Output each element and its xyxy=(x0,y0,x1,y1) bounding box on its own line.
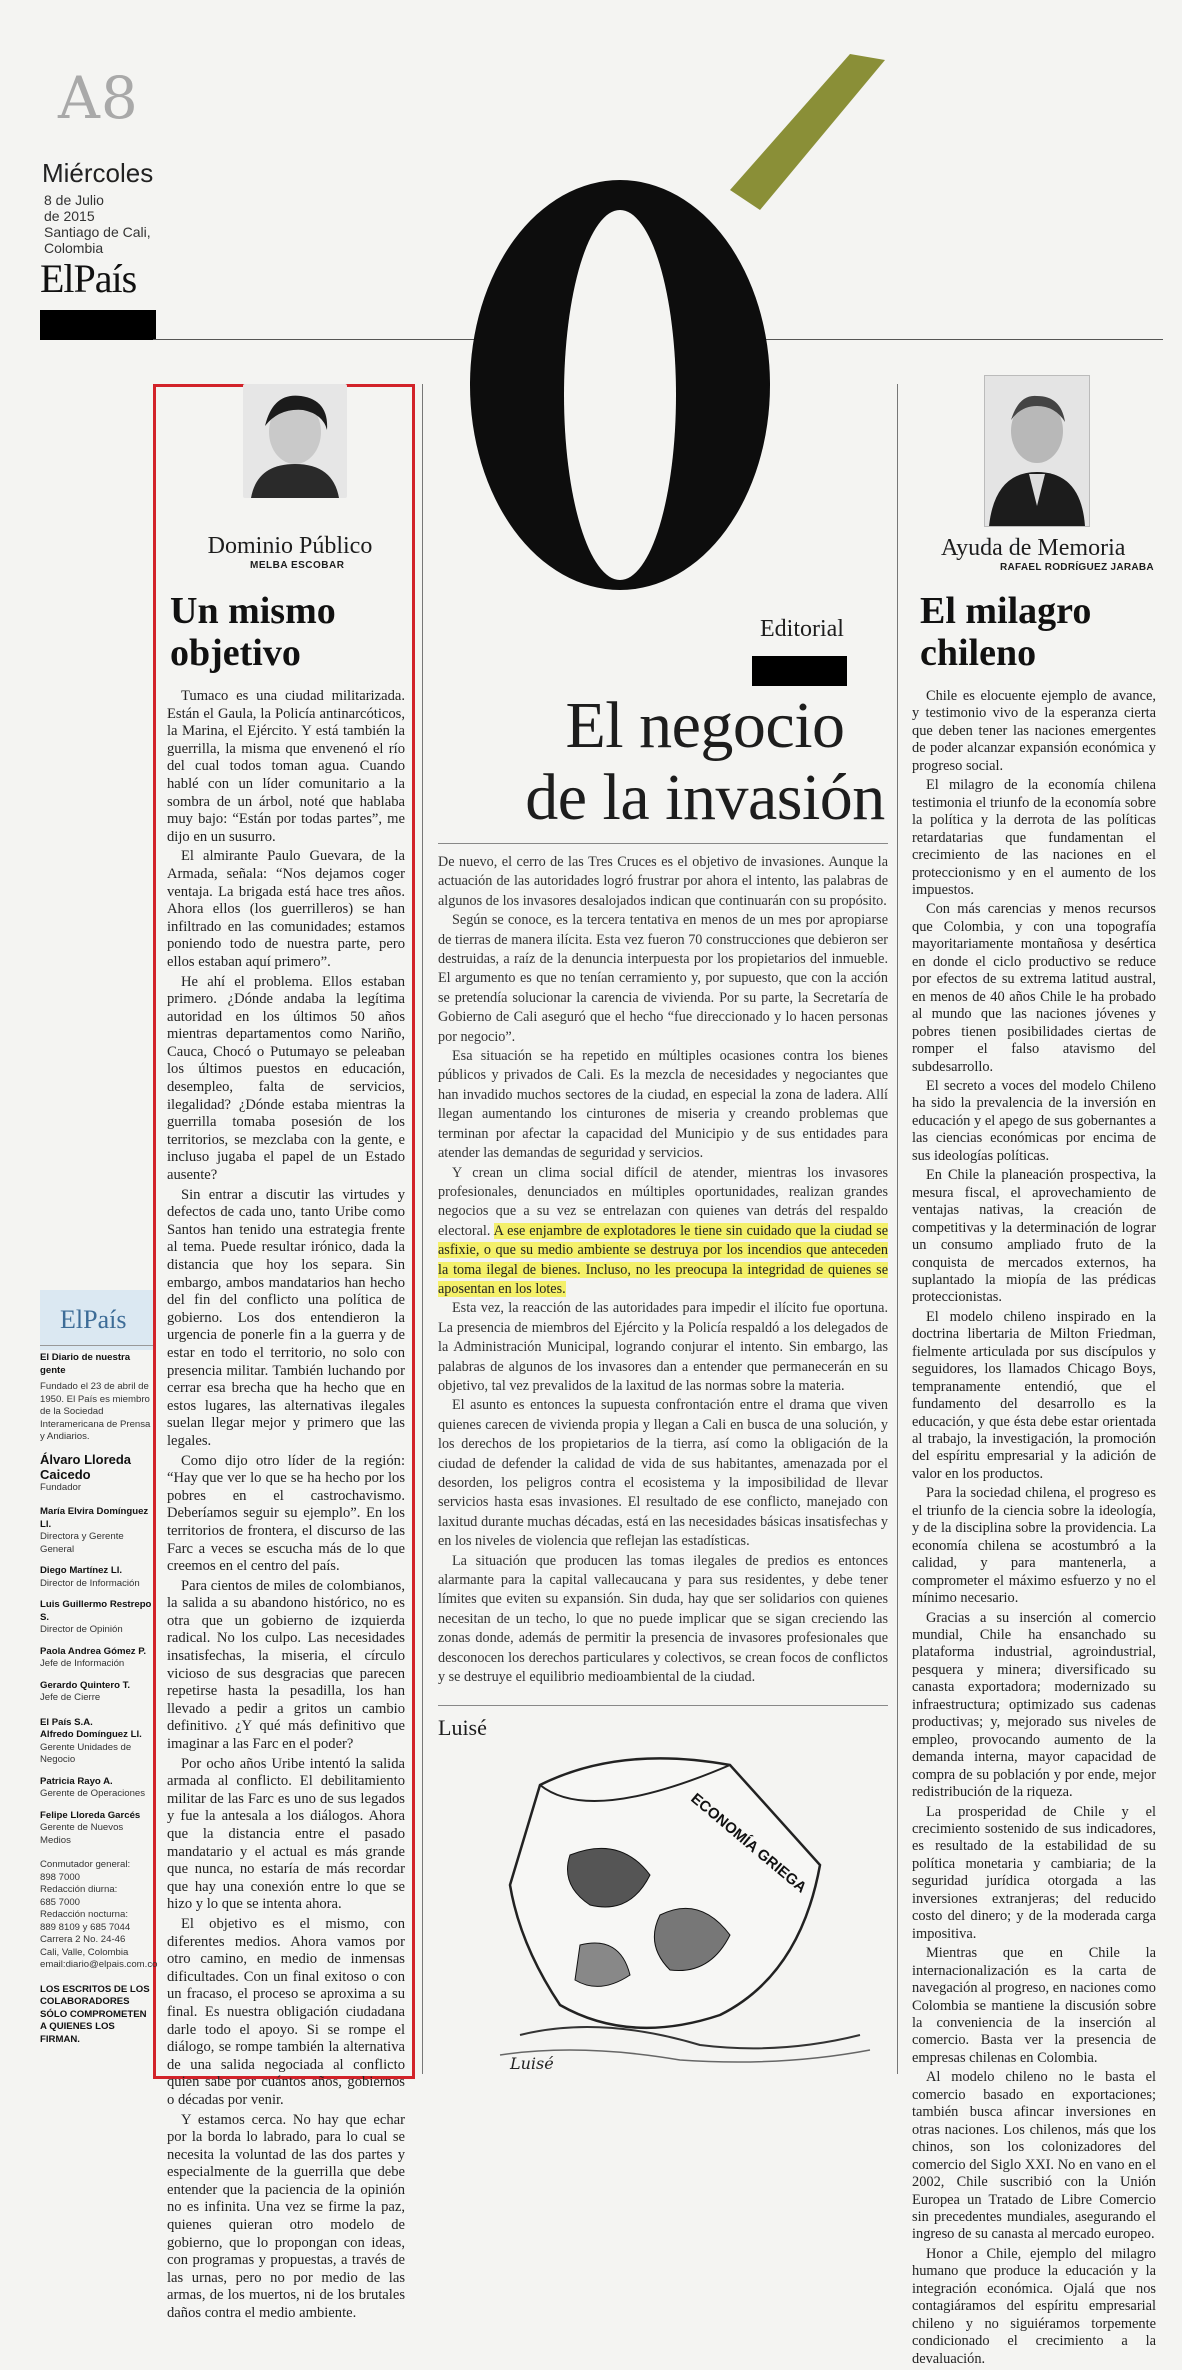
cartoon-rule xyxy=(438,1705,888,1706)
cartoon-drawing xyxy=(480,1745,880,2075)
staff-name: Gerardo Quintero T. xyxy=(40,1679,131,1691)
staff-name: María Elvira Domínguez Ll. xyxy=(40,1506,149,1530)
editorial-label: Editorial xyxy=(760,616,844,642)
contact-line: 685 7000 xyxy=(40,1896,81,1908)
column-paragraph: Tumaco es una ciudad militarizada. Están el Gaula, la Policía antinarcóticos, la Marina, el Ejército. Y está también la guerrilla, la misma que envenenó el río del cual todos toman agua. Cuando hablé con un líder comunitario a la sombra de un árbol, noté que hablaba muy bajo: “Están por todas partes”, me dijo en un susurro. xyxy=(167,688,405,845)
contact-line: Cali, Valle, Colombia xyxy=(40,1946,129,1958)
staff-name: Felipe Lloreda Garcés xyxy=(40,1809,141,1821)
editorial-paragraph: La situación que producen las tomas ilegales de predios es entonces alarmante para la capital vallecaucana y para sus residentes, y debe tener límites que eviten su expansión. Sin duda, hay que ser solidarios con quienes necesitan de un techo, lo que no puede implicar que se sigan creciendo las zonas donde, además de permitir la presencia de invasores profesionales que desconocen los derechos particulares y colectivos, se crean focos de conflictos y se destruye el equilibrio medioambiental de la ciudad. xyxy=(438,1552,888,1686)
staff-role: Gerente de Nuevos Medios xyxy=(40,1822,124,1846)
contact-email: email:diario@elpais.com.co xyxy=(40,1959,158,1970)
column-paragraph: El objetivo es el mismo, con diferentes medios. Ahora vamos por otro camino, en medio de inmensas dificultades. Con un final exitoso o con un fracaso, el proceso se aproxima a su final. Es nuestra obligación ciudadana darle todo el apoyo. Si se rompe el diálogo, se rompe también la alternativa de una salida negociada al conflicto quien sabe por cuántos años, gobiernos o décadas por venir. xyxy=(167,1915,405,2108)
contact-line: Conmutador general: xyxy=(40,1859,131,1870)
staff-role: Jefe de Cierre xyxy=(40,1692,101,1703)
accent-mark xyxy=(730,54,885,210)
editorial-highlight: A ese enjambre de explotadores le tiene sin cuidado que la ciudad se asfixie, o que su medio ambiente se destruya por los incendios que anteceden la toma ilegal de bienes. Incluso, no les preocupa la integridad de quienes se aposentan en los lotes. xyxy=(438,1222,888,1297)
editorial-paragraph: El asunto es entonces la supuesta confrontación entre el drama que viven quienes carecen de vivienda propia y llegan a Cali en busca de una solución, y los derechos de los propietarios de la tierra, así como la obligación de la ciudad de defender la calidad de vida de sus habitantes, amenazada por el desorden, los peligros contra el ecosistema y la imposibilidad de llevar servicios hasta esas invasiones. El resultado de ese conflicto, manejado con laxitud durante muchas décadas, está en las necesidades básicas insatisfechas y en los niveles de violencia que reflejan las estadísticas. xyxy=(438,1397,888,1550)
masthead xyxy=(40,1352,158,2046)
masthead-brand: ElPaís xyxy=(60,1305,127,1334)
staff-role: Director de Opinión xyxy=(40,1624,123,1635)
staff-name: Diego Martínez Ll. xyxy=(40,1565,123,1576)
masthead-tagline: El Diario de nuestra gente xyxy=(40,1352,131,1376)
column-label: Dominio Público xyxy=(207,533,373,559)
editorial-paragraph: Esa situación se ha repetido en múltiples ocasiones contra los bienes públicos y privados de Cali. Es la mezcla de necesidades y negociantes que han invadido muchos sectores de la ciudad, en especial la zona de ladera. Allí llegan aumentando los cinturones de miseria y creando problemas que terminan por afectar la capacidad del Municipio y de sus entidades para atender las demandas de seguridad y servicios. xyxy=(438,1048,888,1162)
editorial-paragraph: De nuevo, el cerro de las Tres Cruces es el objetivo de invasiones. Aunque la actuación de las autoridades logró frustrar por ahora el intento, las palabras de algunos de los invasores desalojados indican que continuarán con su propósito. xyxy=(438,854,888,909)
right-column-paragraph: Con más carencias y menos recursos que Colombia, y con una topografía mayoritariamente montañosa y desértica en donde el ciclo productivo se reduce por efectos de su extrema latitud austral, en menos de 40 años Chile le ha probado al mundo que las naciones jóvenes y pobres tienen posibilidades ciertas de romper el falso atavismo del subdesarrollo. xyxy=(912,901,1156,1075)
editorial-paragraph xyxy=(438,1164,888,1300)
right-column-paragraph: El milagro de la economía chilena testimonia el triunfo de la economía sobre la política y la derrota de las políticas retardatarias que fundamentan el crecimiento de las naciones en el proteccionismo y en el aumento de los impuestos. xyxy=(912,777,1156,898)
right-column-author: RAFAEL RODRÍGUEZ JARABA xyxy=(1000,562,1154,573)
column-paragraph: He ahí el problema. Ellos estaban primero. ¿Dónde andaba la legítima autoridad en los últimos 50 años mientras departamentos como Nariño, Cauca, Chocó o Putumayo se peleaban los últimos puestos en educación, desempleo, falta de servicios, ilegalidad? ¿Dónde estaba mientras la guerrilla tomaba posesión de los territorios, se mezclaba con la gente, e incluso jugaba el papel de un Estado ausente? xyxy=(167,973,405,1184)
right-column-paragraph: Honor a Chile, ejemplo del milagro humano que produce la educación y la integración económica. Ojalá que nos contagiáramos del espíritu empresarial chileno y no siguiéramos torpemente condicionado el crecimiento a la devaluación. xyxy=(912,2245,1156,2367)
editorial-title-line: El negocio xyxy=(565,689,845,762)
editorial-black-bar xyxy=(752,656,847,686)
section-letter-o xyxy=(430,40,900,600)
staff-role: Gerente Unidades de Negocio xyxy=(40,1741,132,1765)
column-paragraph: Y estamos cerca. No hay que echar por la borda lo labrado, para lo cual se necesita la voluntad de las dos partes y especialmente de la guerrilla que debe entender que la paciencia de la opinión no es infinita. Una vez se firme la paz, quienes quieran otro modelo de gobierno, que lo propongan con ideas, con programas y propuestas, a través de las urnas, pero no por medio de las armas, de los muertos, ni de los brutales daños contra el medio ambiente. xyxy=(167,2111,405,2322)
staff-name: Paola Andrea Gómez P. xyxy=(40,1645,147,1657)
staff-role: Gerente de Operaciones xyxy=(40,1788,146,1799)
issue-day: Miércoles xyxy=(42,158,154,188)
masthead-founded: Fundado el 23 de abril de 1950. El País es miembro de la Sociedad Interamericana de Prensa y Andiarios. xyxy=(40,1381,151,1442)
right-column-paragraph: Gracias a su inserción al comercio mundial, Chile ha ensanchado su plataforma industrial, agroindustrial, pesquera y minera; diversificado su canasta exportadora; modernizado su infraestructura; optimizado sus cadenas productivas; y, mejorado sus niveles de empleo, provocando aumento de la demanda interna, mayor capacidad de compra de su población y por ende, mejor redistribución de la riqueza. xyxy=(912,1609,1156,1801)
issue-date-line: de 2015 xyxy=(44,208,95,224)
brand-black-bar xyxy=(40,310,156,340)
editorial-title-line: de la invasión xyxy=(525,761,885,834)
right-column-paragraph: Chile es elocuente ejemplo de avance, y testimonio vivo de la esperanza cierta que deben tener las naciones emergentes de poder alcanzar expansión económica y progreso social. xyxy=(912,688,1156,774)
editorial-body xyxy=(438,853,888,1687)
company-name: El País S.A. xyxy=(40,1716,93,1728)
letter-o-inner xyxy=(564,210,676,580)
column-paragraph: Como dijo otro líder de la región: “Hay que ver lo que se ha hecho por los pobres en el castrochavismo. Deberíamos seguir su ejemplo”. En los territorios de frontera, el discurso de las Farc a veces se escucha más de lo que creemos en el centro del país. xyxy=(167,1452,405,1575)
founder-name: Álvaro Lloreda Caicedo xyxy=(40,1451,132,1482)
newspaper-brand: ElPaís xyxy=(40,256,137,301)
cartoon-label: Luisé xyxy=(438,1715,487,1740)
columnist-photo xyxy=(243,384,347,498)
contact-line: 889 8109 y 685 7044 xyxy=(40,1921,131,1933)
right-headline-line: chileno xyxy=(920,632,1037,674)
editorial-title xyxy=(525,690,885,834)
masthead-rule xyxy=(40,1345,153,1346)
column-body xyxy=(167,688,405,2325)
contact-line: Redacción diurna: xyxy=(40,1884,118,1895)
cartoon-bag xyxy=(510,1758,820,2028)
cartoon-signature: Luisé xyxy=(510,2054,554,2073)
column-paragraph: Por ocho años Uribe intentó la salida armada al conflicto. El debilitamiento militar de las Farc es uno de sus legados y fue la antesala a los diálogos. Ahora que la distancia entre el pasado mandatario y el actual es más grande que nunca, no estaría de más recordar que hay una conexión entre lo que se hizo y lo que se intenta ahora. xyxy=(167,1755,405,1913)
right-column-headline xyxy=(920,590,1091,674)
staff-role: Director de Información xyxy=(40,1577,140,1589)
cartoon-bag-text: ECONOMÍA GRIEGA xyxy=(687,1790,810,1897)
staff-name: Luis Guillermo Restrepo S. xyxy=(40,1599,152,1623)
founder-role: Fundador xyxy=(40,1481,82,1493)
column-author: MELBA ESCOBAR xyxy=(250,560,345,571)
column-headline-line: Un mismo xyxy=(170,590,336,632)
staff-name: Alfredo Domínguez Ll. xyxy=(40,1729,142,1740)
right-column-paragraph: Al modelo chileno no le basta el comercio basado en exportaciones; también busca afincar inversiones en otras naciones. Los chilenos, más que los chinos, son los colonizadores del comercio del Siglo XXI. No en vano en el 2002, Chile suscribió con la Unión Europea un Tratado de Libre Comercio sin precedentes mundiales, asegurando el ingreso de su canasta al mercado europeo. xyxy=(912,2069,1156,2243)
staff-name: Patricia Rayo A. xyxy=(40,1775,113,1787)
editorial-paragraph: Según se conoce, es la tercera tentativa en menos de un mes por apropiarse de tierras de manera ilícita. Esta vez fueron 70 construcciones que debieron ser destruidas, a raíz de la denuncia interpuesta por los propietarios del inmueble. El argumento es que no tenían cerramiento y, por supuesto, que con la acción se pretendía solucionar la carencia de vivienda. Por su parte, la Secretaría de Gobierno de Cali aseguró que el hecho “fue direccionado y lo hacen personas por negocio”. xyxy=(438,912,888,1045)
staff-role: Jefe de Información xyxy=(40,1658,125,1669)
right-column-body xyxy=(912,688,1156,2370)
right-column-paragraph: El modelo chileno inspirado en la doctrina libertaria de Milton Friedman, fielmente articulada por sus discípulos y seguidores, los llamados Chicago Boys, tempranamente entendió, que el fundamento del desarrollo es la educación, y que ésta debe estar orientada al trabajo, la investigación, la promoción del espíritu empresarial y la adición de valor en los productos. xyxy=(912,1308,1156,1482)
issue-city-line: Santiago de Cali, xyxy=(44,224,151,240)
right-column-label: Ayuda de Memoria xyxy=(941,535,1126,561)
contact-line: 898 7000 xyxy=(40,1871,81,1883)
column-paragraph: Sin entrar a discutir las virtudes y defectos de cada uno, tanto Uribe como Santos han tenido una estrategia frente al tema. Puede resultar irónico, dada la distancia que hoy los separa. Sin embargo, ambos mandatarios han hecho del fin del conflicto una política de gobierno. Los dos entendieron la urgencia de ponerle fin a la guerra y de estar en todo el territorio, no solo con presencia militar. También luchando por cerrar esa brecha que ha hecho que en estos lugares, las alternativas ilegales suelan llegar mejor y primero que las legales. xyxy=(167,1186,405,1449)
right-column-paragraph: La prosperidad de Chile y el crecimiento sostenido de sus indicadores, es resultado de la estabilidad de su política monetaria y cambiaria; de la seguridad jurídica otorgada a las inversiones extranjeras; del reducido costo del dinero; y de la moderada carga impositiva. xyxy=(912,1803,1156,1942)
column-separator xyxy=(897,384,898,2074)
right-headline-line: El milagro xyxy=(920,590,1092,632)
editorial-rule xyxy=(438,843,888,844)
column-paragraph: El almirante Paulo Guevara, de la Armada, señala: “Nos dejamos coger ventaja. La brigada está hace tres años. Ahora ellos (los guerrilleros) se han infiltrado en las comunidades; estamos poniendo todo de nuestra parte, pero ellos estaban aquí primero”. xyxy=(167,848,405,970)
page-number: A8 xyxy=(58,64,139,132)
issue-country-line: Colombia xyxy=(44,240,104,256)
contact-line: Carrera 2 No. 24-46 xyxy=(40,1934,126,1945)
editorial-paragraph: Esta vez, la reacción de las autoridades para impedir el ilícito fue oportuna. La presencia de miembros del Ejército y la Policía respaldó a los delegados de la Administración Municipal, logrando conjurar el intento. Sin embargo, las palabras de algunos de los invasores dan a entender que permanecerán en su objetivo, tal vez prevalidos de la laxitud de las normas sobre la materia. xyxy=(438,1300,888,1394)
staff-role: Directora y Gerente General xyxy=(40,1531,124,1555)
right-column-paragraph: El secreto a voces del modelo Chileno ha sido la prevalencia de la inversión en educación y el apego de sus gobernantes a las ciencias económicas por encima de sus ideologías políticas. xyxy=(912,1077,1156,1164)
column-headline-line: objetivo xyxy=(170,632,301,674)
contact-line: Redacción nocturna: xyxy=(40,1909,128,1920)
right-column-paragraph: En Chile la planeación prospectiva, la mesura fiscal, el aprovechamiento de ventajas nativas, la creación de competitivas y la determinación de lograr un consumo ampliado fruto de la conquista de mercados externos, ha suplantado la miopía de las prédicas proteccionistas. xyxy=(912,1167,1156,1306)
right-column-paragraph: Para la sociedad chilena, el progreso es el triunfo de la ciencia sobre la ideología, y de la disciplina sobre la providencia. La economía chilena se acostumbró a la calidad, y para mantenerla, a comprometer el máximo esfuerzo y no el mínimo necesario. xyxy=(912,1485,1156,1607)
column-separator xyxy=(422,384,423,2074)
issue-date-line: 8 de Julio xyxy=(44,192,104,208)
column-paragraph: Para cientos de miles de colombianos, la salida a su abandono histórico, no es otra que un gobierno de izquierda radical. No los culpo. Las necesidades insatisfechas, la miseria, el círculo vicioso de sus desgracias que parecen repetirse hasta la pesadilla, los han llevado a pedir a gritos un cambio definitivo. ¿Y qué más definitivo que imaginar a las Farc en el poder? xyxy=(167,1577,405,1753)
columnist-photo xyxy=(984,375,1090,527)
section-letter-text: O xyxy=(430,40,431,41)
editorial-paragraph-text: Y crean un clima social difícil de atender, mientras los invasores profesionales, denunciados en múltiples oportunidades, realizan grandes negocios que a su vez se entrelazan con quienes van detrás del respaldo electoral. xyxy=(438,1164,888,1239)
right-column-paragraph: Mientras que en Chile la internacionalización es la carta de navegación al progreso, en naciones como Colombia se mantiene la discusión sobre la conveniencia de la inserción al comercio. Basta ver la presencia de empresas chilenas en Colombia. xyxy=(912,1945,1156,2066)
disclaimer: LOS ESCRITOS DE LOS COLABORADORES SÓLO COMPROMETEN A QUIENES LOS FIRMAN. xyxy=(40,1983,150,2045)
column-headline xyxy=(170,590,336,674)
